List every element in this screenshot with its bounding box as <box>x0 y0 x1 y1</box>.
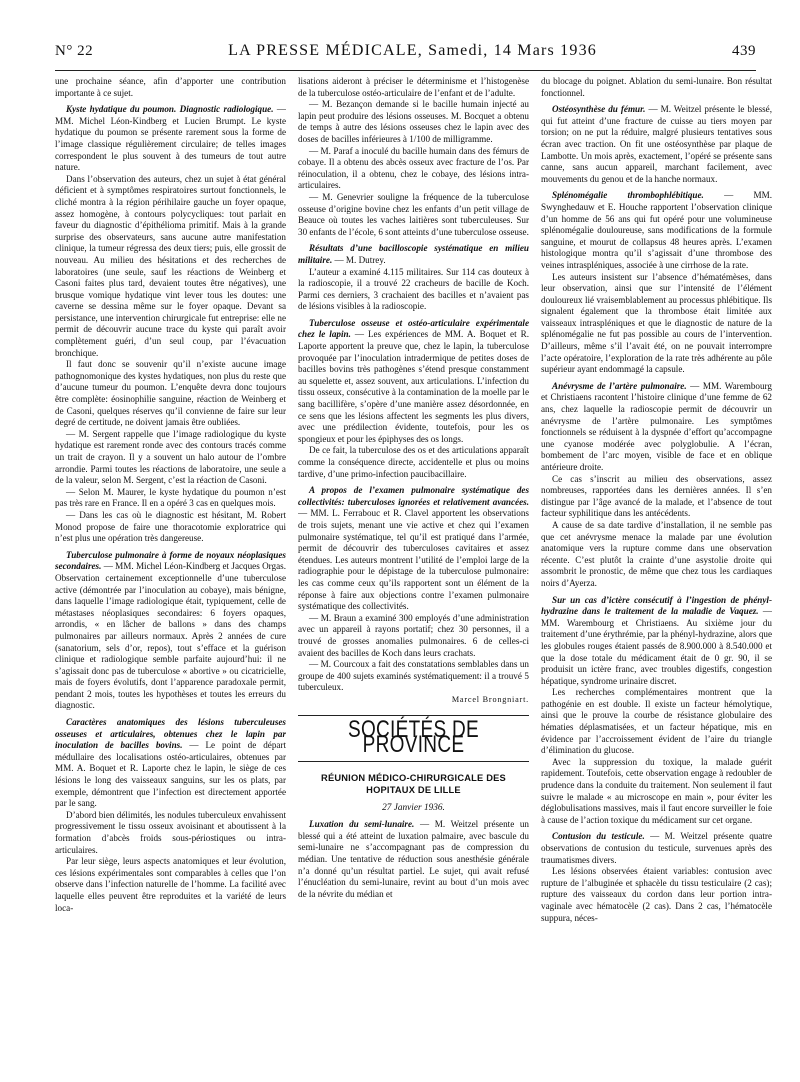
section-body: — MM. Warembourg et Christiaens racontent l’histoire clinique d’une femme de 62 ans, chez laquelle la radioscopie permit de découvrir un anévrysme de l’artère pulmonaire. Les symptômes fonctionnels se réduisent à la dyspnée d’effort qu’accompagne une cyanose modérée avec polyglobulie. A l’écran, bombement de l’arc moyen, visible de face et en oblique antérieure droite. <box>541 380 772 472</box>
text-columns <box>55 76 772 1068</box>
section-heading: Tuberculose pulmonaire à forme de noyaux néoplasiques secondaires. <box>55 549 286 572</box>
column-3 <box>541 76 772 1068</box>
paragraph: lisations aideront à préciser le déterminisme et l’histogenèse de la tuberculose ostéo-articulaire de l’enfant et de l’adulte. <box>298 76 529 98</box>
section-body: — MM. Swynghedauw et E. Houche rapportent l’observation clinique d’un homme de 56 ans qui fut opéré pour une volumineuse splénomégalie douloureuse, sans modifications de la formule sanguine, et mourut de collapsus 48 heures après. L’examen histologique montra qu’il s’agissait d’une thrombose des veines intraspléniques, associée à une cirrhose de la rate. <box>541 190 772 270</box>
section-paragraph <box>298 485 529 613</box>
meeting-title: RÉUNION MÉDICO-CHIRURGICALE DES HOPITAUX DE LILLE <box>321 772 506 795</box>
section-paragraph <box>298 318 529 446</box>
paragraph: Avec la suppression du toxique, la malade guérit rapidement. Toutefois, cette observation engage à redoubler de prudence dans la conduite du traitement. Non seulement il faut suivre le malade « au microscope en main », pour éviter les déglobulisations massives, mais il faut encore surveiller le foie à cause de l’action toxique du médicament sur cet organe. <box>541 756 772 825</box>
issue-number: N° 22 <box>55 43 94 59</box>
paragraph: — M. Courcoux a fait des constatations semblables dans un groupe de 400 sujets examinés systématiquement: il a trouvé 5 tuberculeux. <box>298 659 529 693</box>
section-paragraph <box>541 190 772 271</box>
section-body: — MM. Michel Léon-Kindberg et Lucien Brumpt. Le kyste hydatique du poumon se présente rarement sous la forme de l’image classique régulièrement circulaire; de telles images correspondent le plus souvent à des tumeurs de tout autre nature. <box>55 104 286 173</box>
section-heading: Kyste hydatique du poumon. Diagnostic radiologique. <box>66 104 274 115</box>
section-heading: Contusion du testicule. <box>552 831 645 842</box>
paragraph: De ce fait, la tuberculose des os et des articulations apparaît comme la conséquence directe, accidentelle et plus ou moins tardive, d’une primo-infection paucibacillaire. <box>298 445 529 479</box>
paragraph: A cause de sa date tardive d’installation, il ne semble pas que cet anévrysme menace la malade par une évolution anatomique vers la rupture comme dans une observation récente. C’est plutôt la crainte d’une asystolie droite qui assombrit le pronostic, de même que chez tous les cardiaques noirs d’Ayerza. <box>541 519 772 588</box>
paragraph: Les lésions observées étaient variables: contusion avec rupture de l’albuginée et sphacèle du tissu testiculaire (2 cas); rupture des vaisseaux du cordon dans leur portion intra-vaginale avec hématocèle (2 cas). Dans 2 cas, l’hématocèle suppura, néces- <box>541 866 772 923</box>
section-paragraph <box>55 717 286 810</box>
section-paragraph <box>541 831 772 866</box>
section-paragraph <box>55 104 286 174</box>
section-body: — MM. Michel Léon-Kindberg et Jacques Orgas. Observation certainement exceptionnelle d’une tuberculose active (démontrée par l’inoculation au cobaye), mais bénigne, dans laquelle l’image radiologique était, typiquement, celle de métastases néoplasiques secondaires: 6 foyers opaques, arrondis, « en lâcher de ballons » dans des champs pulmonaires par ailleurs normaux. Après 2 années de cure (sanatorium, sels d’or, repos), tout s’efface et la guérison clinique et radiologique semble parfaite aujourd’hui: il ne s’agissait donc pas de tuberculose « abortive » ou cicatricielle, mais de foyers évolutifs, dont l’apparence paradoxale permit, pendant 2 mois, toutes les hypothèses et toutes les erreurs du diagnostic. <box>55 561 286 711</box>
paragraph: — Dans les cas où le diagnostic est hésitant, M. Robert Monod propose de faire une thoracotomie exploratrice qui n’est plus une opération très dangereuse. <box>55 509 286 544</box>
section-heading: Luxation du semi-lunaire. <box>309 819 415 830</box>
paragraph: Par leur siège, leurs aspects anatomiques et leur évolution, ces lésions expérimentales sont comparables à celles que l’on observe dans l’infection naturelle de l’homme. La facilité avec laquelle elles peuvent être reproduites et la variété de leurs loca- <box>55 856 286 913</box>
paragraph: du blocage du poignet. Ablation du semi-lunaire. Bon résultat fonctionnel. <box>541 76 772 98</box>
section-body: — MM. Warembourg et Christiaens. Au sixième jour du traitement d’une érythrémie, par la phényl-hydrazine, alors que les globules rouges étaient passés de 8.900.000 à 8.540.000 et que la dose totale du médicament était de 0 gr. 90, il se produisit un ictère franc, avec troubles digestifs, congestion hépatique, syndrome urinaire discret. <box>541 606 772 686</box>
section-body: — MM. L. Ferrabouc et R. Clavel apportent les observations de trois sujets, menant une vie active et chez qui l’examen pulmonaire systématique, tel qu’il est pratiqué dans l’armée, permit de découvrir des tuberculoses cavitaires et assez étendues. Les auteurs montrent l’utilité de l’emploi large de la radiographie pour le dépistage de la tuberculose pulmonaire: les cas comme ceux qu’ils rapportent sont un élément de la réponse à faire aux objections contre l’examen pulmonaire systématique des collectivités. <box>298 508 529 612</box>
paragraph: Dans l’observation des auteurs, chez un sujet à état général déficient et à symptômes respiratoires surtout fonctionnels, le cliché montra à la région périhilaire gauche un foyer opaque, assez homogène, à contours polycycliques: tout parlait en faveur du diagnostic d’épithélioma primitif. Mais à la grande surprise des observateurs, sans aucune autre manifestation clinique, la tumeur régressa des deux tiers; puis, elle grossit de nouveau. Au milieu des hésitations et des recherches de laboratoires (une seule, sauf les réactions de Weinberg et Casoni faites plus tard, devaient toutes être négatives), une brusque vomique hydatique vint lever tous les doutes: une caverne se dessina même sur le foyer opaque. Devant sa persistance, une intervention chirurgicale fut entreprise: elle ne permit de découvrir aucune trace du kyste qui paraît avoir complètement guéri, d’un seul coup, par l’évacuation bronchique. <box>55 173 286 358</box>
section-body: — M. Weitzel présente le blessé, qui fut atteint d’une fracture de cuisse au tiers moyen par torsion; on ne put la réduire, malgré plusieurs tentatives sous écran avec traction. On fit une ostéosynthèse par plaque de Lambotte. Un mois après, exactement, l’opéré se présente sans canne, sans aucun appareil, marchant facilement, avec mouvements du genou et de la hanche normaux. <box>541 104 772 184</box>
paragraph: — M. Genevrier souligne la fréquence de la tuberculose osseuse d’origine bovine chez les enfants d’un petit village de Beauce où toutes les vaches laitières sont tuberculeuses. Sur 30 enfants de l’école, 6 sont atteints d’une tuberculose osseuse. <box>298 191 529 237</box>
section-body: — Les expériences de MM. A. Boquet et R. Laporte apportent la preuve que, chez le lapin, la tuberculose provoquée par l’inoculation intradermique de petites doses de bacilles bovins très pathogènes s’étend presque constamment au squelette et, assez souvent, aux articulations. L’infection du tissu osseux, consécutive à la contamination de la moelle par le sang bacillifère, s’opère d’une manière assez désordonnée, en ce sens que les lésions affectent les segments les plus divers, avec une prédilection évidente, toutefois, pour les os spongieux et pour les épiphyses des os longs. <box>298 329 529 444</box>
paragraph: — M. Sergent rappelle que l’image radiologique du kyste hydatique est rarement ronde avec des contours tracés comme un trait de crayon. Il y a souvent un halo autour de l’ombre arrondie. Parmi toutes les réactions de laboratoire, une seule a de la valeur, selon M. Sergent, c’est la réaction de Casoni. <box>55 428 286 486</box>
paragraph: — Selon M. Maurer, le kyste hydatique du poumon n’est pas très rare en France. Il en a opéré 3 cas en quelques mois. <box>55 486 286 509</box>
column-1 <box>55 76 286 1068</box>
section-heading: Anévrysme de l’artère pulmonaire. <box>552 380 687 391</box>
paragraph: Ce cas s’inscrit au milieu des observations, assez nombreuses, rapportées dans les dernières années. Il s’en distingue par l’âge avancé de la malade, et l’absence de tout facteur syphilitique dans les antécédents. <box>541 473 772 519</box>
page-number: 439 <box>731 43 756 59</box>
paragraph: Les auteurs insistent sur l’absence d’hématémèses, dans leur observation, ainsi que sur l’intensité de l’élément douloureux lié vraisemblablement au processus phlébitique. Ils signalent également que la thrombose était limitée aux vaisseaux intraspléniques et que le diagnostic de nature de la splénomégalie ne fut pas possible au cours de l’intervention. D’ailleurs, même s’il l’avait été, on ne pouvait interrompre l’acte opératoire, l’exploration de la rate très adhérente au pôle supérieur ayant endommagé la capsule. <box>541 271 772 375</box>
section-body: — M. Dutrey. <box>332 254 386 265</box>
section-body: — M. Weitzel présente quatre observations de contusion du testicule, survenues après des traumatismes divers. <box>541 831 772 865</box>
paragraph: D’abord bien délimités, les nodules tuberculeux envahissent progressivement le tissu osseux avoisinant et aboutissent à la formation d’abcès froids sous-périostiques ou intra-articulaires. <box>55 809 286 855</box>
paragraph: Il faut donc se souvenir qu’il n’existe aucune image pathognomonique des kystes hydatiques, non plus du reste que d’aucune tumeur du poumon. L’enquête devra donc toujours être complète: éosinophilie sanguine, réaction de Weinberg et de Casoni, quelques réserves qu’il convienne de faire sur leur degré de certitude, ne doivent jamais être oubliées. <box>55 359 286 428</box>
section-banner <box>298 715 529 761</box>
section-paragraph <box>541 381 772 474</box>
section-paragraph <box>298 819 529 900</box>
journal-title: LA PRESSE MÉDICALE, Samedi, 14 Mars 1936 <box>228 42 597 59</box>
section-body: — M. Weitzel présente un blessé qui a été atteint de luxation palmaire, avec bascule du semi-lunaire ne s’accompagnant pas de compression du médian. Une tentative de réduction sous anesthésie générale n’a donné qu’un résultat partiel. Le sujet, qui avait refusé l’énucléation du semi-lunaire, revint au bout d’un mois avec de la névrite du médian et <box>298 819 529 899</box>
section-heading: Caractères anatomiques des lésions tuberculeuses osseuses et articulaires, obtenues chez le lapin par inoculation de bacilles bovins. <box>55 717 286 751</box>
masthead <box>55 42 756 71</box>
section-heading: A propos de l’examen pulmonaire systématique des collectivités: tuberculoses ignorées et relativement avancées. <box>298 485 529 507</box>
section-paragraph <box>55 550 286 712</box>
section-paragraph <box>541 595 772 688</box>
paragraph: — M. Braun a examiné 300 employés d’une administration avec un appareil à rayons portatif; chez 30 personnes, il a trouvé de grosses anomalies pulmonaires. 6 de celles-ci avaient des bacilles de Koch dans leurs crachats. <box>298 612 529 658</box>
section-paragraph <box>541 104 772 185</box>
paragraph: Les recherches complémentaires montrent que la pathogénie en est double. Il existe un facteur hémolytique, ainsi que le prouve la courbe de résistance globulaire des hématies déplasmatisées, et un facteur hépatique, mis en évidence par l’accroissement évident de l’aire du triangle d’élimination du glucose. <box>541 687 772 756</box>
section-heading: Ostéosynthèse du fémur. <box>552 104 646 115</box>
paragraph: une prochaine séance, afin d’apporter une contribution importante à ce sujet. <box>55 76 286 98</box>
meeting-date: 27 Janvier 1936. <box>382 802 445 813</box>
section-body: — Le point de départ médullaire des localisations ostéo-articulaires, obtenues par MM. A. Boquet et R. Laporte chez le lapin, le siège de ces lésions le long des vaisseaux sanguins, sur les os plats, par exemple, démontrent que l’infection est directement apportée par le sang. <box>55 740 286 809</box>
paragraph: L’auteur a examiné 4.115 militaires. Sur 114 cas douteux à la radioscopie, il a trouvé 22 cracheurs de bacille de Koch. Parmi ces derniers, 3 crachaient des bacilles et n’avaient pas de lésions visibles à la radioscopie. <box>298 266 529 312</box>
paragraph: — M. Paraf a inoculé du bacille humain dans des fémurs de cobaye. Il a obtenu des abcès osseux avec fracture de l’os. Par réinoculation, il a obtenu, chez le cobaye, des lésions intra-articulaires. <box>298 145 529 191</box>
section-heading: Splénomégalie thrombophlébitique. <box>552 190 704 201</box>
author-signature: Marcel Brongniart. <box>451 694 529 704</box>
section-heading: Sur un cas d’ictère consécutif à l’ingestion de phényl-hydrazine dans le traitement de la maladie de Vaquez. <box>541 594 772 617</box>
section-paragraph <box>298 243 529 266</box>
paragraph: — M. Bezançon demande si le bacille humain injecté au lapin peut produire des lésions osseuses. M. Bocquet a obtenu de temps à autre des lésions osseuses chez le lapin avec des doses de bacilles inférieures à 1/100 de milligramme. <box>298 99 529 144</box>
section-heading: Résultats d’une bacilloscopie systématique en milieu militaire. <box>298 243 529 265</box>
section-heading: Tuberculose osseuse et ostéo-articulaire expérimentale chez le lapin. <box>298 317 529 340</box>
banner-title: SOCIÉTÉS DE PROVINCE <box>347 717 480 759</box>
column-2 <box>298 76 529 1068</box>
